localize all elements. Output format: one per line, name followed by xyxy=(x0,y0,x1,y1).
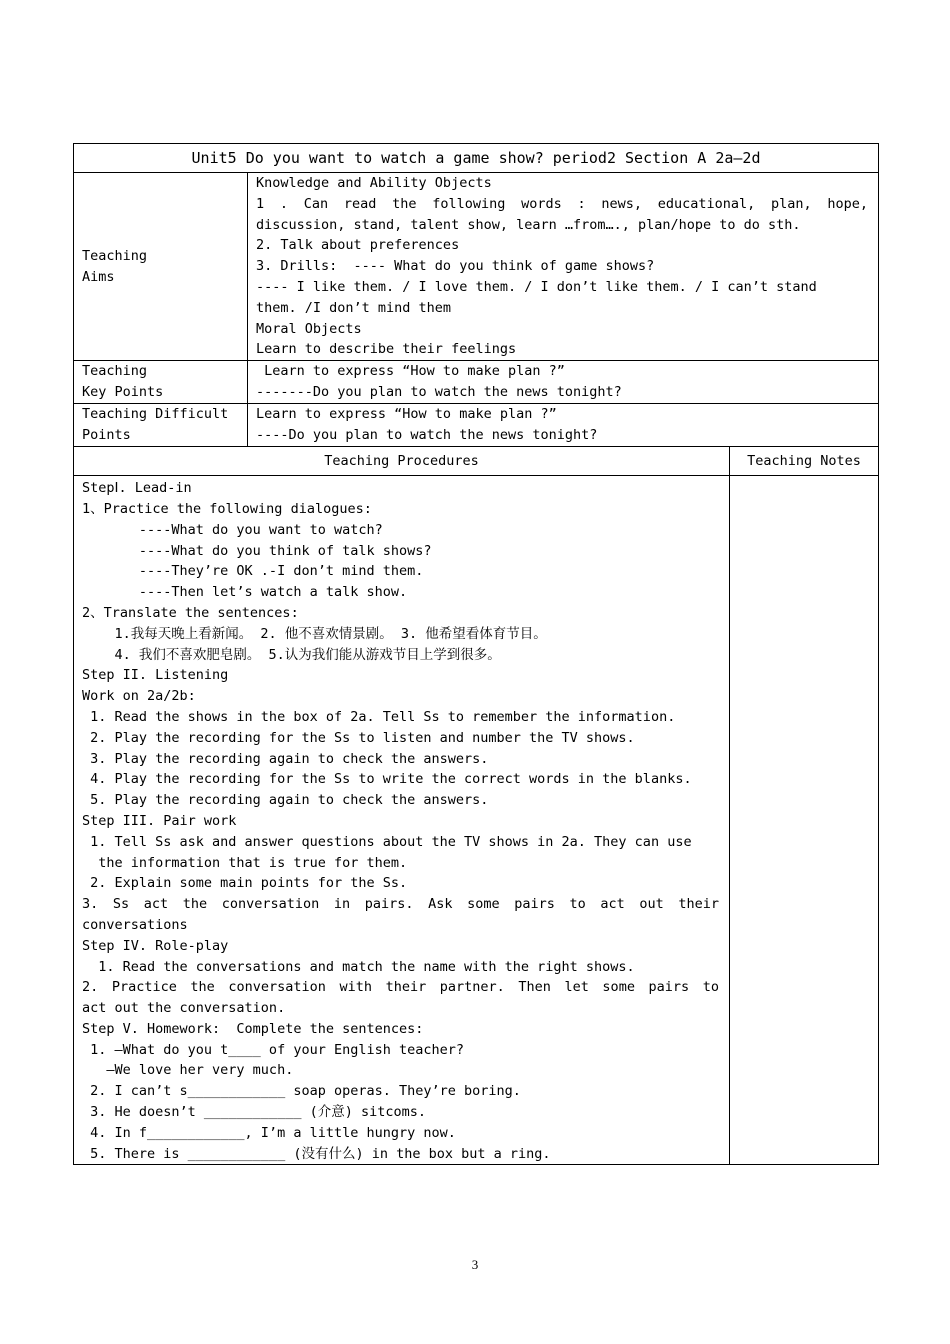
text-line: the information that is true for them. xyxy=(82,854,408,871)
difficult-points-label xyxy=(74,404,248,447)
text-line: 3. Ss act the conversation in pairs. Ask some pairs to act out their xyxy=(82,896,719,913)
text-line: Step V. Homework: Complete the sentences: xyxy=(82,1020,424,1037)
text-line: Knowledge and Ability Objects xyxy=(256,175,492,191)
text-line: 1. Read the shows in the box of 2a. Tell Ss to remember the information. xyxy=(82,708,676,725)
text-line: conversations xyxy=(82,916,188,933)
text-line: 2、Translate the sentences: xyxy=(82,604,299,621)
key-points-label-line: Teaching xyxy=(82,363,148,380)
text-line: 2. Explain some main points for the Ss. xyxy=(82,875,408,892)
text-line: ----What do you want to watch? xyxy=(82,521,383,538)
aims-label-line: Aims xyxy=(82,268,115,285)
text-line: —We love her very much. xyxy=(82,1062,294,1079)
text-line: them. /I don’t mind them xyxy=(256,299,452,316)
text-line: Learn to express “How to make plan ?” xyxy=(256,406,557,423)
difficult-points-label-line: Teaching Difficult xyxy=(82,406,229,423)
aims-label xyxy=(74,173,248,361)
page-number: 3 xyxy=(471,1257,479,1272)
text-line: Learn to express “How to make plan ?” xyxy=(256,363,565,380)
text-line: 3. Drills: ---- What do you think of game shows? xyxy=(256,258,655,275)
notes-content xyxy=(730,476,879,1165)
text-line: act out the conversation. xyxy=(82,1000,286,1017)
key-points-label-line: Key Points xyxy=(82,383,164,400)
lesson-plan xyxy=(73,143,878,1165)
aims-label-line: Teaching xyxy=(82,247,148,264)
text-line: 4. Play the recording for the Ss to write the correct words in the blanks. xyxy=(82,771,692,788)
procedures-table xyxy=(73,446,879,1165)
key-points-label xyxy=(74,361,248,404)
text-line: 4. 我们不喜欢肥皂剧。 5.认为我们能从游戏节目上学到很多。 xyxy=(82,646,501,663)
procedures-header: Teaching Procedures xyxy=(74,447,730,476)
text-line: 2. Talk about preferences xyxy=(256,237,460,254)
text-line: -------Do you plan to watch the news tonight? xyxy=(256,383,622,400)
text-line: ----They’re OK .-I don’t mind them. xyxy=(82,563,424,580)
text-line: 5. Play the recording again to check the answers. xyxy=(82,792,489,809)
text-line: 2. I can’t s____________ soap operas. They’re boring. xyxy=(82,1083,521,1100)
text-line: 4. In f____________, I’m a little hungry now. xyxy=(82,1124,456,1141)
text-line: 2. Practice the conversation with their partner. Then let some pairs to xyxy=(82,979,719,996)
lesson-title: Unit5 Do you want to watch a game show? period2 Section A 2a—2d xyxy=(74,144,879,173)
text-line: Moral Objects xyxy=(256,320,362,337)
text-line: discussion, stand, talent show, learn …from…., plan/hope to do sth. xyxy=(256,216,801,233)
notes-header: Teaching Notes xyxy=(730,447,879,476)
key-points-content xyxy=(248,361,879,404)
text-line: Step III. Pair work xyxy=(82,812,237,829)
text-line: 1. Tell Ss ask and answer questions about the TV shows in 2a. They can use xyxy=(82,833,692,850)
text-line: 3. He doesn’t ____________ (介意) sitcoms. xyxy=(82,1104,426,1121)
text-line: 1. —What do you t____ of your English teacher? xyxy=(82,1041,465,1058)
procedures-content xyxy=(74,476,730,1165)
text-line: 1、Practice the following dialogues: xyxy=(82,500,372,517)
text-line: 5. There is ____________ (没有什么) in the box but a ring. xyxy=(82,1145,551,1162)
difficult-points-label-line: Points xyxy=(82,426,131,443)
text-line: 1. Read the conversations and match the name with the right shows. xyxy=(82,958,635,975)
text-line: StepⅠ. Lead-in xyxy=(82,480,192,497)
text-line: ----Then let’s watch a talk show. xyxy=(82,584,408,601)
text-line: 1 . Can read the following words : news, educational, plan, hope, xyxy=(256,195,869,212)
text-line: ----Do you plan to watch the news tonight? xyxy=(256,426,598,443)
text-line: Work on 2a/2b: xyxy=(82,688,196,705)
text-line: ---- I like them. / I love them. / I don’t like them. / I can’t stand xyxy=(256,278,817,295)
aims-content xyxy=(248,173,879,361)
difficult-points-content xyxy=(248,404,879,447)
text-line: 1.我每天晚上看新闻。 2. 他不喜欢情景剧。 3. 他希望看体育节目。 xyxy=(82,625,547,642)
text-line: Step II. Listening xyxy=(82,667,229,684)
text-line: Step IV. Role-play xyxy=(82,937,229,954)
text-line: ----What do you think of talk shows? xyxy=(82,542,432,559)
text-line: Learn to describe their feelings xyxy=(256,341,517,358)
text-line: 2. Play the recording for the Ss to listen and number the TV shows. xyxy=(82,729,635,746)
text-line: 3. Play the recording again to check the answers. xyxy=(82,750,489,767)
lesson-info-table xyxy=(73,143,879,447)
